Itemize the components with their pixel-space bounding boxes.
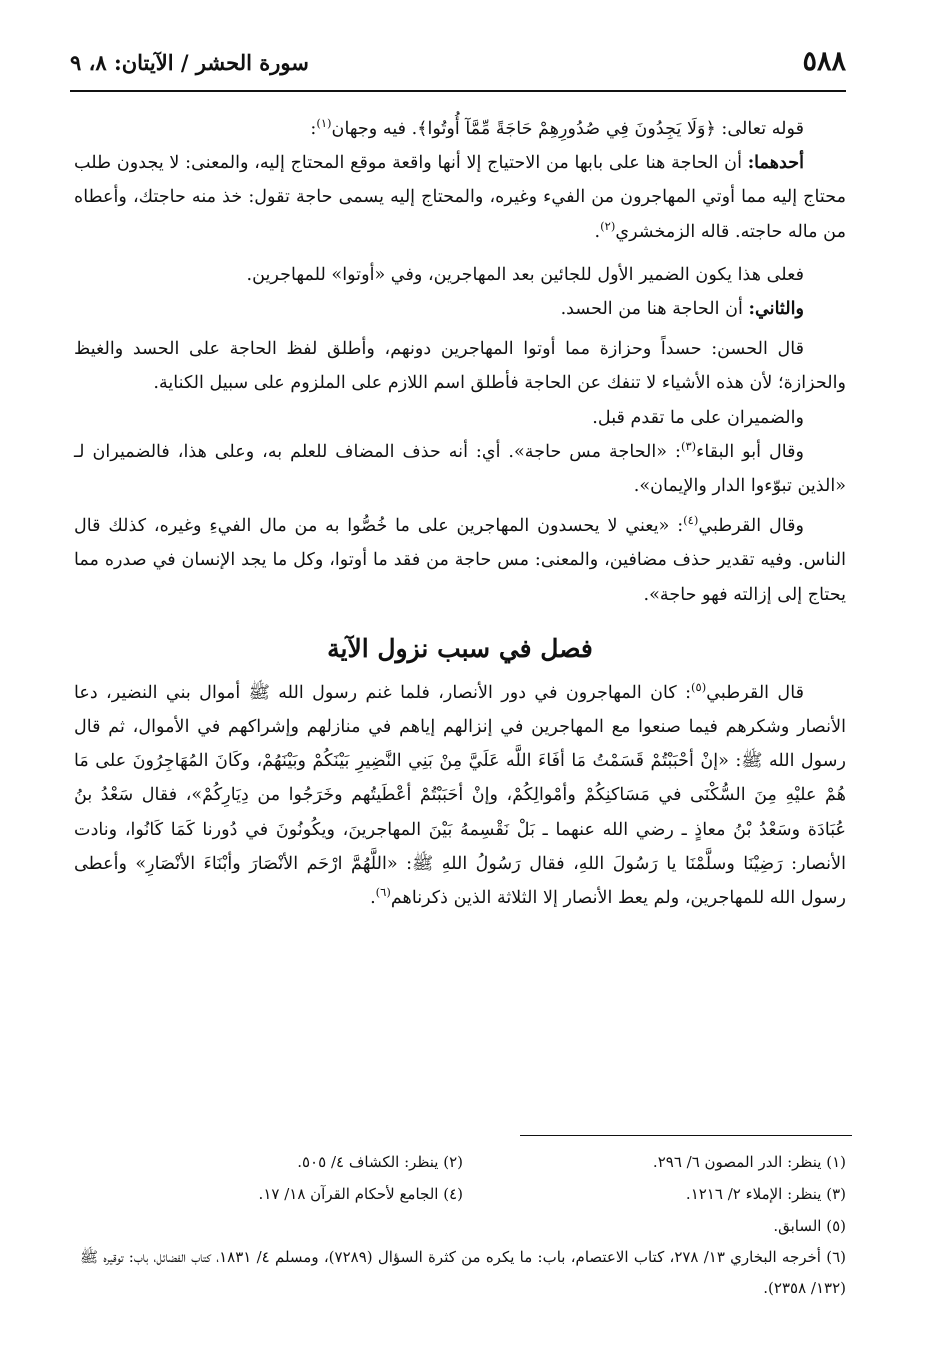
paragraph-lead: والثاني: [748, 298, 804, 320]
paragraph-pronoun-note [74, 258, 846, 292]
footnote-6: (٦) أخرجه البخاري ١٣/ ٢٧٨، كتاب الاعتصام، باب: ما يكره من كثرة السؤال (٧٢٨٩)، ومسلم ٤/ ١٨٣١، كتاب الفضائل، باب: توقيره ﷺ (١٣٢/ ٢٣٥٨). [80, 1248, 846, 1297]
paragraph-text: أن الحاجة هنا من الحسد. [560, 299, 749, 320]
running-title: سورة الحشر / الآيتان: ٨، ٩ [70, 50, 309, 75]
paragraph-text: والضميران على ما تقدم قبل. [592, 407, 804, 428]
paragraph-tail: : [310, 119, 317, 139]
footnotes [80, 1146, 846, 1304]
paragraph-second-view [74, 292, 846, 326]
paragraph-text: قال القرطبي [706, 682, 804, 703]
page-header [70, 44, 846, 92]
paragraph-pronouns [74, 401, 846, 435]
footnote-ref: (٦) [375, 885, 391, 900]
footnote-ref: (٢) [600, 218, 616, 233]
paragraph-revelation-cause [74, 676, 846, 915]
footnote-1: (١) ينظر: الدر المصون ٦/ ٢٩٦. [652, 1153, 846, 1171]
footnote-row [80, 1210, 846, 1242]
footnote-ref: (٤) [683, 513, 699, 528]
paragraph-tail: . [594, 221, 601, 242]
footnote-separator [520, 1135, 852, 1136]
paragraph-text: قال الحسن: حسداً وحزازة مما أوتوا المهاجرين دونهم، وأطلق لفظ الحاجة على الحسد والغيظ والحزازة؛ لأن هذه الأشياء لا تنفك عن الحاجة فأطلق اسم اللازم على الملزوم على سبيل الكناية. [74, 339, 846, 394]
main-text [74, 112, 846, 915]
footnote-5: (٥) السابق. [773, 1217, 846, 1235]
paragraph-tail: : كان المهاجرون في دور الأنصار، فلما غنم رسول الله ﷺ أموال بني النضير، دعا الأنصار وشكرهم فيما صنعوا مع المهاجرين في إنزالهم إياهم في منازلهم وإشراكهم في الأموال، ثم قال رسول الله ﷺ: «إنْ أحْبَبْتُمْ قَسَمْتُ مَا أفَاءَ اللَّه عَلَيَّ مِنْ بَنِي النَّضِيرِ بَيْنَكُمْ وبَيْنَهُمْ، وكَانَ المُهَاجِرُونَ على مَا هُمْ عليْهِ مِنَ السُّكْنَى في مَسَاكنِكُمْ وأمْوالِكُمْ، وإنْ أحَبَبْتُمْ أعْطَيتُهم وخَرَجُوا من دِيَارِكُمْ»، فقال سَعْدُ بنُ عُبَادَة وسَعْدُ بْنُ معاذٍ ـ رضي الله عنهما ـ بَلْ نَقْسِمهُ بَيْنَ المهاجرينَ، ويكُونُونَ في دُورنا كَمَا كَانُوا، ونادت الأنصار: رَضِيْنَا وسلَّمْنَا يا رَسُولَ اللهِ، فقال رَسُولُ اللهِ ﷺ: «اللَّهُمَّ ارْحَم الأنْصَارَ وأبْنَاءَ الأنْصَارِ» وأعطى رسول الله للمهاجرين، ولم يعط الأنصار إلا الثلاثة الذين ذكرناهم [74, 682, 846, 909]
paragraph-end: . [370, 888, 376, 909]
paragraph-tail: : «يعني لا يحسدون المهاجرين على ما خُصُّوا به من مال الفيءِ وغيره، كذلك قال الناس. وفيه تقدير حذف مضافين، والمعنى: مس حاجة من فقد ما أوتوا، وكل ما يجد الإنسان في صدره مما يحتاج إلى إزالته فهو حاجة». [74, 516, 846, 605]
paragraph-lead: أحدهما: [747, 152, 804, 174]
paragraph-hasan [74, 332, 846, 400]
page-number: ٥٨٨ [802, 46, 846, 77]
footnote-4: (٤) الجامع لأحكام القرآن ١٨/ ١٧. [258, 1185, 463, 1203]
paragraph-text: وقال أبو البقاء [696, 441, 805, 462]
footnote-ref: (٣) [680, 438, 697, 453]
paragraph-tail: : «الحاجة مس حاجة». أي: أنه حذف المضاف للعلم به، وعلى هذا، فالضميران لـ «الذين تبوّءوا الدار والإيمان». [74, 441, 846, 497]
paragraph-first-view [74, 146, 846, 249]
footnote-ref: (٥) [691, 679, 707, 694]
paragraph-abu-al-baqa [74, 435, 846, 503]
paragraph-text: أن الحاجة هنا على بابها من الاحتياج إلا أنها واقعة موقع المحتاج إليه، والمعنى: لا يجدون طلب محتاج إليه مما أوتي المهاجرون من الفيء وغيره، والمحتاج إليه يسمى حاجة تقول: خذ منه حاجتك، وأعطاه من ماله حاجته. قاله الزمخشري [74, 153, 846, 242]
paragraph-text: وقال القرطبي [698, 516, 804, 537]
footnote-row [80, 1178, 846, 1210]
footnote-2: (٢) ينظر: الكشاف ٤/ ٥٠٥. [297, 1153, 463, 1171]
footnote-row [80, 1146, 846, 1178]
section-heading: فصل في سبب نزول الآية [327, 633, 593, 663]
footnote-ref: (١) [316, 116, 332, 130]
paragraph-qurtubi [74, 509, 846, 612]
paragraph-text: فعلى هذا يكون الضمير الأول للجائين بعد المهاجرين، وفي «أوتوا» للمهاجرين. [246, 264, 804, 285]
footnote-3: (٣) ينظر: الإملاء ٢/ ١٢١٦. [685, 1185, 846, 1203]
paragraph-text: قوله تعالى: ﴿وَلَا يَجِدُونَ فِي صُدُورِهِمْ حَاجَةً مِّمَّآ أُوتُوا﴾. فيه وجهان [331, 119, 804, 139]
paragraph-verse [74, 112, 846, 146]
